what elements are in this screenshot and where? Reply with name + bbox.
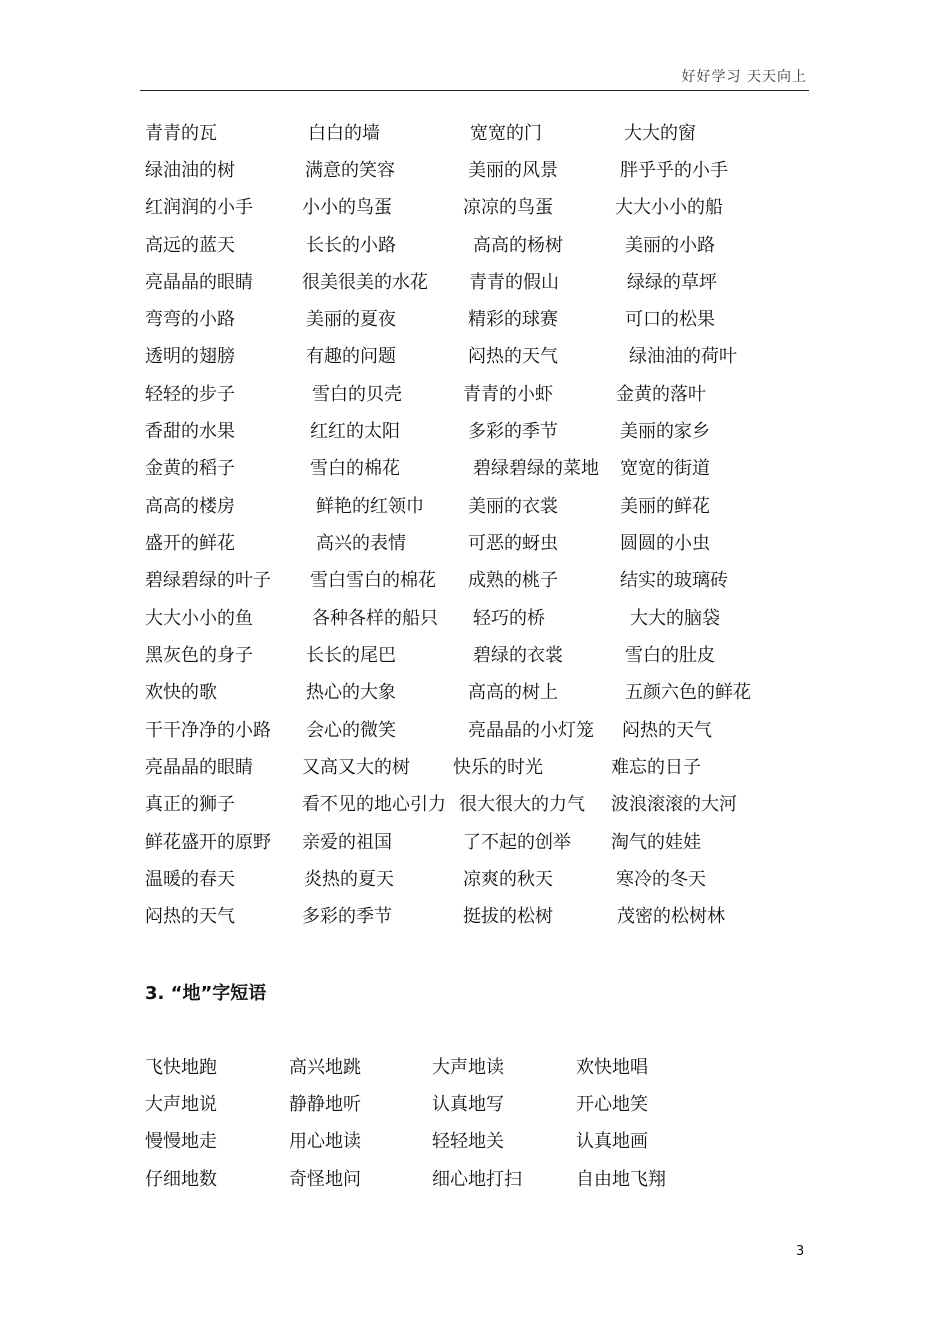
de-phrase-row <box>0 529 950 559</box>
de-phrase: 香甜的水果 <box>145 421 235 442</box>
de-phrase: 淘气的娃娃 <box>611 832 701 853</box>
de-phrase: 五颜六色的鲜花 <box>625 682 751 703</box>
de-phrase: 美丽的家乡 <box>620 421 710 442</box>
de-phrase-row <box>0 790 950 820</box>
de-phrase: 波浪滚滚的大河 <box>611 794 737 815</box>
de-phrase-row <box>0 380 950 410</box>
de-phrase: 亮晶晶的眼睛 <box>145 757 253 778</box>
de-phrase-row <box>0 678 950 708</box>
de-phrase: 美丽的小路 <box>625 235 715 256</box>
de-phrase: 满意的笑容 <box>305 160 395 181</box>
di-phrase-row <box>0 1127 950 1157</box>
de-phrase-row <box>0 119 950 149</box>
de-phrase-row <box>0 342 950 372</box>
de-phrase: 美丽的衣裳 <box>468 496 558 517</box>
de-phrase: 温暖的春天 <box>145 869 235 890</box>
de-phrase: 碧绿碧绿的菜地 <box>473 458 599 479</box>
de-phrase: 圆圆的小虫 <box>620 533 710 554</box>
de-phrase: 真正的狮子 <box>145 794 235 815</box>
di-phrase: 开心地笑 <box>576 1094 648 1115</box>
de-phrase: 亮晶晶的小灯笼 <box>468 720 594 741</box>
de-phrase: 高高的楼房 <box>145 496 235 517</box>
de-phrase-row <box>0 566 950 596</box>
de-phrase: 白白的墙 <box>308 123 380 144</box>
de-phrase: 红润润的小手 <box>145 197 253 218</box>
de-phrase: 轻巧的桥 <box>473 608 545 629</box>
de-phrase: 高高的树上 <box>468 682 558 703</box>
di-phrase: 自由地飞翔 <box>576 1169 666 1190</box>
de-phrase: 多彩的季节 <box>468 421 558 442</box>
de-phrase: 很大很大的力气 <box>459 794 585 815</box>
di-phrase: 慢慢地走 <box>145 1131 217 1152</box>
de-phrase: 精彩的球赛 <box>468 309 558 330</box>
de-phrase: 凉爽的秋天 <box>463 869 553 890</box>
de-phrase: 炎热的夏天 <box>304 869 394 890</box>
de-phrase: 难忘的日子 <box>611 757 701 778</box>
de-phrase: 高高的杨树 <box>473 235 563 256</box>
de-phrase-row <box>0 716 950 746</box>
de-phrase-row <box>0 492 950 522</box>
page-header <box>140 64 809 91</box>
de-phrase: 有趣的问题 <box>306 346 396 367</box>
de-phrase: 各种各样的船只 <box>312 608 438 629</box>
de-phrase: 雪白的肚皮 <box>625 645 715 666</box>
de-phrase: 挺拔的松树 <box>463 906 553 927</box>
de-phrase-row <box>0 641 950 671</box>
de-phrase: 又高又大的树 <box>302 757 410 778</box>
de-phrase: 绿绿的草坪 <box>627 272 717 293</box>
de-phrase: 青青的假山 <box>469 272 559 293</box>
di-phrase: 认真地画 <box>576 1131 648 1152</box>
de-phrase: 大大的窗 <box>624 123 696 144</box>
de-phrase: 闷热的天气 <box>622 720 712 741</box>
di-phrase: 欢快地唱 <box>576 1057 648 1078</box>
de-phrase: 鲜花盛开的原野 <box>145 832 271 853</box>
de-phrase: 快乐的时光 <box>453 757 543 778</box>
di-phrase: 用心地读 <box>289 1131 361 1152</box>
de-phrase-row <box>0 268 950 298</box>
de-phrase: 金黄的落叶 <box>616 384 706 405</box>
de-phrase-row <box>0 454 950 484</box>
de-phrase: 碧绿碧绿的叶子 <box>145 570 271 591</box>
de-phrase: 碧绿的衣裳 <box>473 645 563 666</box>
de-phrase: 雪白的贝壳 <box>312 384 402 405</box>
de-phrase: 宽宽的街道 <box>620 458 710 479</box>
de-phrase: 多彩的季节 <box>302 906 392 927</box>
di-phrase: 认真地写 <box>432 1094 504 1115</box>
de-phrase: 美丽的夏夜 <box>306 309 396 330</box>
de-phrase-row <box>0 865 950 895</box>
section-3-heading: 3. “地”字短语 <box>145 983 267 1004</box>
de-phrase: 凉凉的鸟蛋 <box>463 197 553 218</box>
de-phrase: 美丽的鲜花 <box>620 496 710 517</box>
de-phrase: 茂密的松树林 <box>617 906 725 927</box>
de-phrase: 看不见的地心引力 <box>302 794 446 815</box>
de-phrase: 寒冷的冬天 <box>616 869 706 890</box>
page-number: 3 <box>796 1244 805 1259</box>
de-phrase: 红红的太阳 <box>310 421 400 442</box>
di-phrase: 高兴地跳 <box>289 1057 361 1078</box>
di-phrase-row <box>0 1165 950 1195</box>
de-phrase-row <box>0 156 950 186</box>
di-phrase: 仔细地数 <box>145 1169 217 1190</box>
de-phrase-row <box>0 305 950 335</box>
de-phrase: 雪白雪白的棉花 <box>310 570 436 591</box>
de-phrase: 闷热的天气 <box>145 906 235 927</box>
de-phrase: 结实的玻璃砖 <box>620 570 728 591</box>
de-phrase: 很美很美的水花 <box>302 272 428 293</box>
de-phrase: 绿油油的荷叶 <box>629 346 737 367</box>
de-phrase: 轻轻的步子 <box>145 384 235 405</box>
de-phrase: 热心的大象 <box>306 682 396 703</box>
de-phrase: 会心的微笑 <box>306 720 396 741</box>
de-phrase: 长长的小路 <box>306 235 396 256</box>
de-phrase: 高兴的表情 <box>316 533 406 554</box>
de-phrase: 金黄的稻子 <box>145 458 235 479</box>
de-phrase: 大大小小的鱼 <box>145 608 253 629</box>
di-phrase-row <box>0 1053 950 1083</box>
de-phrase-row <box>0 753 950 783</box>
de-phrase: 盛开的鲜花 <box>145 533 235 554</box>
de-phrase-row <box>0 193 950 223</box>
de-phrase: 大大小小的船 <box>615 197 723 218</box>
de-phrase: 鲜艳的红领巾 <box>316 496 424 517</box>
de-phrase: 了不起的创举 <box>463 832 571 853</box>
di-phrase-row <box>0 1090 950 1120</box>
de-phrase: 黑灰色的身子 <box>145 645 253 666</box>
di-phrase: 静静地听 <box>289 1094 361 1115</box>
di-phrase: 大声地读 <box>432 1057 504 1078</box>
de-phrase-row <box>0 604 950 634</box>
de-phrase-row <box>0 828 950 858</box>
di-phrase: 轻轻地关 <box>432 1131 504 1152</box>
di-phrase: 奇怪地问 <box>289 1169 361 1190</box>
de-phrase-row <box>0 417 950 447</box>
de-phrase: 可恶的蚜虫 <box>468 533 558 554</box>
de-phrase: 胖乎乎的小手 <box>620 160 728 181</box>
di-phrase: 飞快地跑 <box>145 1057 217 1078</box>
de-phrase: 长长的尾巴 <box>306 645 396 666</box>
de-phrase: 小小的鸟蛋 <box>302 197 392 218</box>
de-phrase: 大大的脑袋 <box>630 608 720 629</box>
de-phrase: 可口的松果 <box>625 309 715 330</box>
de-phrase-row <box>0 902 950 932</box>
de-phrase: 青青的小虾 <box>463 384 553 405</box>
de-phrase: 亲爱的祖国 <box>302 832 392 853</box>
de-phrase: 闷热的天气 <box>468 346 558 367</box>
de-phrase: 亮晶晶的眼睛 <box>145 272 253 293</box>
de-phrase-row <box>0 231 950 261</box>
de-phrase: 弯弯的小路 <box>145 309 235 330</box>
de-phrase: 干干净净的小路 <box>145 720 271 741</box>
de-phrase: 绿油油的树 <box>145 160 235 181</box>
de-phrase: 高远的蓝天 <box>145 235 235 256</box>
header-slogan: 好好学习 天天向上 <box>681 69 807 85</box>
de-phrase: 成熟的桃子 <box>468 570 558 591</box>
de-phrase: 透明的翅膀 <box>145 346 235 367</box>
di-phrase: 细心地打扫 <box>432 1169 522 1190</box>
de-phrase: 美丽的风景 <box>468 160 558 181</box>
de-phrase: 欢快的歌 <box>145 682 217 703</box>
di-phrase: 大声地说 <box>145 1094 217 1115</box>
de-phrase: 雪白的棉花 <box>310 458 400 479</box>
de-phrase: 宽宽的门 <box>470 123 542 144</box>
de-phrase: 青青的瓦 <box>145 123 217 144</box>
